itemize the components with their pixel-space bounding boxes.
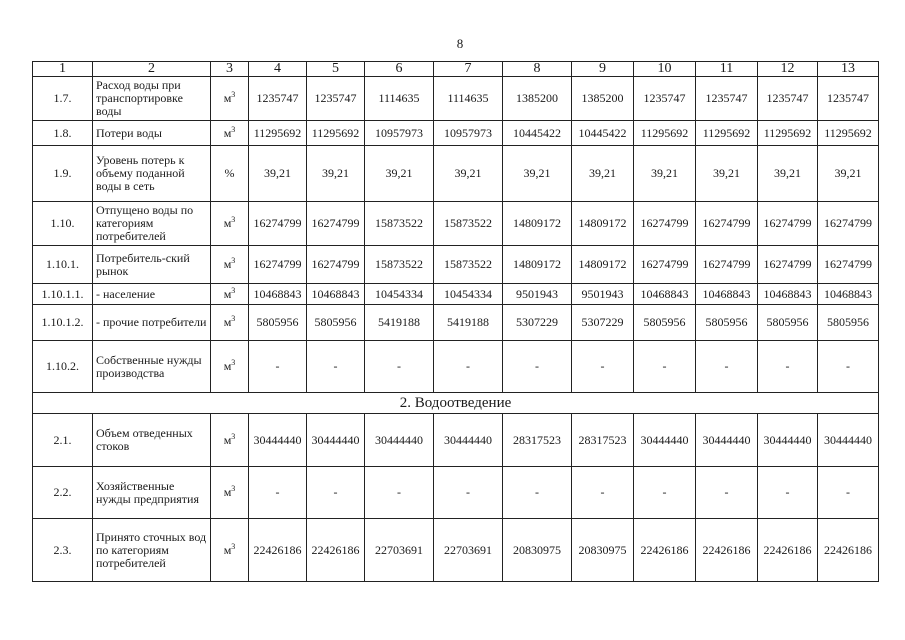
value-cell: 1114635 [365,77,434,121]
value-cell: 14809172 [572,202,634,246]
page-number: 8 [456,36,464,51]
unit-superscript: 3 [231,431,236,441]
row-label: Отпущено воды по категориям потребителей [93,202,211,246]
column-header: 6 [365,62,434,77]
table-row [33,519,879,582]
unit-base: % [224,166,235,180]
row-code: 1.9. [33,146,93,202]
value-cell: 16274799 [249,246,307,284]
column-header: 13 [818,62,879,77]
value-cell: 10468843 [696,284,758,305]
value-cell: 11295692 [249,121,307,146]
table-row [33,414,879,467]
column-header: 4 [249,62,307,77]
section-row [33,393,879,414]
value-cell: 30444440 [434,414,503,467]
value-cell: 10445422 [503,121,572,146]
value-cell: - [307,341,365,393]
value-cell: 22703691 [365,519,434,582]
value-cell: 30444440 [818,414,879,467]
data-table [32,61,879,582]
row-unit [211,414,249,467]
row-unit [211,305,249,341]
value-cell: 1235747 [696,77,758,121]
row-label: Хозяйственные нужды предприятия [93,467,211,519]
value-cell: - [365,341,434,393]
row-unit [211,284,249,305]
column-header: 5 [307,62,365,77]
value-cell: 5805956 [307,305,365,341]
value-cell: 11295692 [696,121,758,146]
value-cell: - [634,341,696,393]
value-cell: 10445422 [572,121,634,146]
value-cell: 10468843 [818,284,879,305]
row-label: - население [93,284,211,305]
value-cell: 30444440 [307,414,365,467]
value-cell: - [634,467,696,519]
unit-superscript: 3 [231,358,236,367]
value-cell: 15873522 [434,246,503,284]
value-cell: - [818,467,879,519]
value-cell: - [696,341,758,393]
row-unit [211,519,249,582]
column-header: 2 [93,62,211,77]
row-code: 1.8. [33,121,93,146]
value-cell: 39,21 [434,146,503,202]
value-cell: 22426186 [634,519,696,582]
column-header: 12 [758,62,818,77]
value-cell: 39,21 [249,146,307,202]
value-cell: - [758,467,818,519]
table-row [33,77,879,121]
unit-superscript: 3 [231,90,236,99]
column-header: 3 [211,62,249,77]
value-cell: - [307,467,365,519]
value-cell: 15873522 [365,246,434,284]
value-cell: 10468843 [758,284,818,305]
row-code: 2.1. [33,414,93,467]
value-cell: - [572,341,634,393]
value-cell: 9501943 [572,284,634,305]
value-cell: 16274799 [696,246,758,284]
value-cell: - [365,467,434,519]
value-cell: 39,21 [818,146,879,202]
row-code: 1.10.2. [33,341,93,393]
row-code: 1.10.1. [33,246,93,284]
column-header: 9 [572,62,634,77]
value-cell: 10454334 [434,284,503,305]
row-code: 1.10.1.1. [33,284,93,305]
row-label: Объем отведенных стоков [93,414,211,467]
value-cell: 16274799 [634,246,696,284]
value-cell: 10957973 [434,121,503,146]
unit-base: м [223,315,232,329]
row-label: Принято сточных вод по категориям потребителей [93,519,211,582]
table-row [33,341,879,393]
value-cell: 20830975 [572,519,634,582]
value-cell: - [503,341,572,393]
value-cell: 1114635 [434,77,503,121]
row-label: - прочие потребители [93,305,211,341]
value-cell: 14809172 [503,246,572,284]
value-cell: - [572,467,634,519]
table-row [33,246,879,284]
value-cell: 1235747 [249,77,307,121]
row-label: Собственные нужды производства [93,341,211,393]
value-cell: 30444440 [365,414,434,467]
value-cell: 1385200 [572,77,634,121]
value-cell: - [696,467,758,519]
row-code: 1.10.1.2. [33,305,93,341]
value-cell: 22426186 [818,519,879,582]
value-cell: 16274799 [307,202,365,246]
value-cell: 39,21 [307,146,365,202]
column-header: 8 [503,62,572,77]
unit-superscript: 3 [231,124,236,134]
value-cell: 11295692 [634,121,696,146]
column-header: 7 [434,62,503,77]
value-cell: 30444440 [758,414,818,467]
unit-base: м [223,91,232,105]
value-cell: 15873522 [434,202,503,246]
value-cell: 16274799 [758,202,818,246]
value-cell: 14809172 [503,202,572,246]
row-label: Потребитель-ский рынок [93,246,211,284]
row-label: Расход воды при транспортировке воды [93,77,211,121]
value-cell: 5805956 [634,305,696,341]
unit-base: м [223,257,232,271]
unit-base: м [223,432,232,447]
row-unit [211,202,249,246]
value-cell: 10454334 [365,284,434,305]
row-code: 1.7. [33,77,93,121]
value-cell: 22426186 [758,519,818,582]
value-cell: 39,21 [634,146,696,202]
value-cell: 39,21 [365,146,434,202]
value-cell: 22426186 [307,519,365,582]
value-cell: 30444440 [634,414,696,467]
value-cell: 11295692 [307,121,365,146]
value-cell: 20830975 [503,519,572,582]
value-cell: 1385200 [503,77,572,121]
value-cell: - [249,467,307,519]
value-cell: 22426186 [696,519,758,582]
value-cell: 5307229 [572,305,634,341]
row-code: 2.2. [33,467,93,519]
value-cell: 1235747 [634,77,696,121]
value-cell: - [434,341,503,393]
value-cell: 1235747 [307,77,365,121]
table-row [33,146,879,202]
value-cell: 5805956 [818,305,879,341]
value-cell: - [503,467,572,519]
value-cell: 10957973 [365,121,434,146]
table-row [33,202,879,246]
unit-superscript: 3 [231,314,236,323]
value-cell: 11295692 [818,121,879,146]
unit-base: м [223,359,232,373]
value-cell: 22426186 [249,519,307,582]
column-header: 11 [696,62,758,77]
unit-superscript: 3 [231,484,236,493]
unit-base: м [223,485,232,499]
table-row [33,467,879,519]
row-unit [211,121,249,146]
value-cell: 16274799 [818,246,879,284]
value-cell: 5419188 [434,305,503,341]
row-code: 2.3. [33,519,93,582]
value-cell: 11295692 [758,121,818,146]
table-row [33,284,879,305]
value-cell: 10468843 [634,284,696,305]
value-cell: 28317523 [503,414,572,467]
value-cell: 16274799 [634,202,696,246]
value-cell: 16274799 [249,202,307,246]
row-unit [211,246,249,284]
value-cell: 1235747 [758,77,818,121]
unit-superscript: 3 [231,215,236,224]
value-cell: 39,21 [572,146,634,202]
unit-superscript: 3 [231,256,236,265]
value-cell: - [758,341,818,393]
value-cell: 16274799 [758,246,818,284]
value-cell: 39,21 [503,146,572,202]
value-cell: 5805956 [249,305,307,341]
unit-superscript: 3 [231,541,236,551]
value-cell: - [249,341,307,393]
value-cell: 16274799 [696,202,758,246]
value-cell: 5419188 [365,305,434,341]
value-cell: 5805956 [758,305,818,341]
row-unit [211,146,249,202]
row-unit [211,467,249,519]
value-cell: 14809172 [572,246,634,284]
unit-base: м [223,216,232,230]
value-cell: 30444440 [249,414,307,467]
value-cell: 10468843 [249,284,307,305]
value-cell: 30444440 [696,414,758,467]
value-cell: 28317523 [572,414,634,467]
column-header: 1 [33,62,93,77]
section-title: 2. Водоотведение [33,393,879,414]
value-cell: 5805956 [696,305,758,341]
unit-superscript: 3 [231,285,236,295]
value-cell: 22703691 [434,519,503,582]
value-cell: 39,21 [758,146,818,202]
value-cell: 39,21 [696,146,758,202]
unit-base: м [223,125,232,140]
unit-base: м [223,286,232,301]
value-cell: 1235747 [818,77,879,121]
value-cell: - [818,341,879,393]
table-row [33,305,879,341]
value-cell: 16274799 [307,246,365,284]
header-row [33,62,879,77]
unit-base: м [223,542,232,557]
row-label: Потери воды [93,121,211,146]
row-code: 1.10. [33,202,93,246]
row-unit [211,77,249,121]
table-row [33,121,879,146]
value-cell: 15873522 [365,202,434,246]
value-cell: - [434,467,503,519]
value-cell: 10468843 [307,284,365,305]
value-cell: 5307229 [503,305,572,341]
value-cell: 16274799 [818,202,879,246]
row-unit [211,341,249,393]
column-header: 10 [634,62,696,77]
value-cell: 9501943 [503,284,572,305]
row-label: Уровень потерь к объему поданной воды в сеть [93,146,211,202]
